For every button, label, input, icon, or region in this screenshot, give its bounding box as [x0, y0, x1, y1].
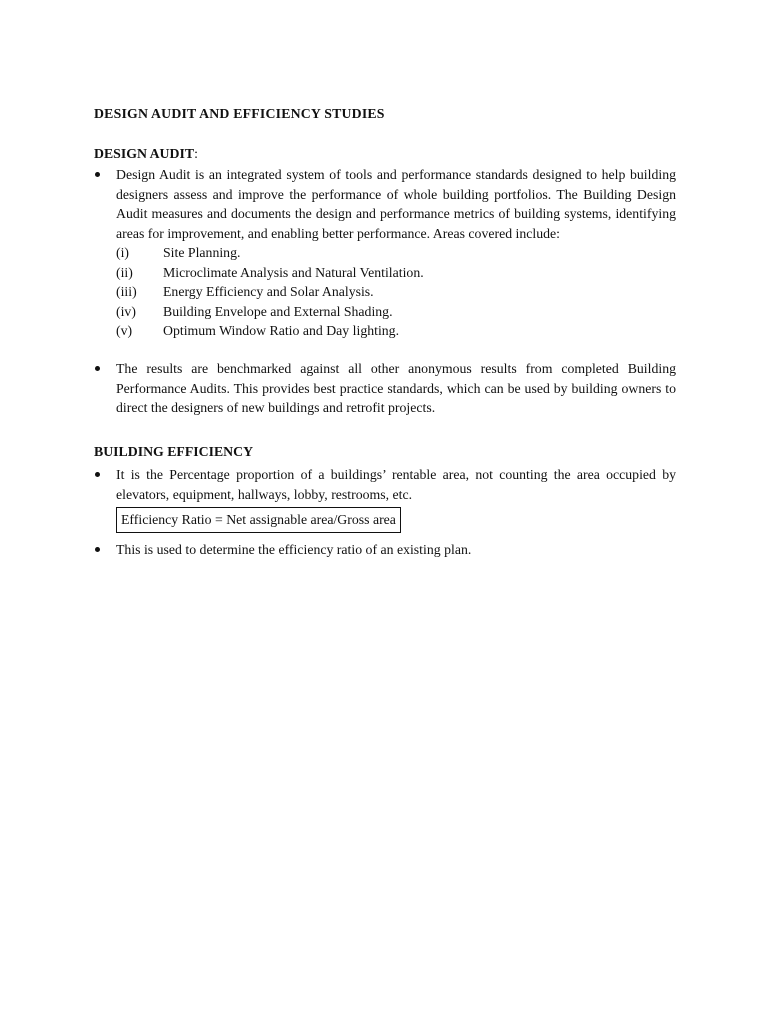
list-item-number: (v) [116, 323, 133, 338]
list-item-text: Site Planning. [163, 245, 241, 260]
list-item-number: (iii) [116, 284, 137, 299]
design-audit-heading-colon: : [194, 146, 198, 161]
building-efficiency-heading: BUILDING EFFICIENCY [94, 444, 254, 459]
areas-covered-list [116, 243, 676, 341]
building-efficiency-bullet-2-text: This is used to determine the efficiency ratio of an existing plan. [116, 542, 472, 557]
list-item-number: (iv) [116, 303, 136, 319]
building-efficiency-bullet-1-text: It is the Percentage proportion of a buildings’ rentable area, not counting the area occupied by elevators, equipment, hallways, lobby, restrooms, etc. [116, 467, 676, 502]
list-item-number: (i) [116, 245, 130, 260]
design-audit-heading-text: DESIGN AUDIT [94, 146, 195, 161]
list-item [116, 321, 676, 341]
building-efficiency-bullet-1 [94, 465, 676, 504]
list-item-text: Optimum Window Ratio and Day lighting. [163, 323, 400, 338]
list-item [116, 263, 676, 283]
list-item [116, 282, 676, 302]
efficiency-ratio-formula-box: Efficiency Ratio = Net assignable area/Gross area [116, 507, 401, 533]
design-audit-heading [94, 146, 198, 162]
list-item [116, 243, 676, 263]
document-title: DESIGN AUDIT AND EFFICIENCY STUDIES [94, 106, 385, 121]
design-audit-bullet-2-text: The results are benchmarked against all other anonymous results from completed Building Performance Audits. This provides best practice standards, which can be used by building owners to direct the designers of new buildings and retrofit projects. [116, 361, 676, 415]
list-item-text: Microclimate Analysis and Natural Ventilation. [163, 264, 424, 280]
list-item-number: (ii) [116, 264, 133, 280]
building-efficiency-bullet-2 [94, 540, 676, 560]
list-item-text: Energy Efficiency and Solar Analysis. [163, 284, 374, 299]
design-audit-bullet-1 [94, 165, 676, 341]
design-audit-bullet-1-text: Design Audit is an integrated system of tools and performance standards designed to help building designers assess and improve the performance of whole building portfolios. The Building Design Audit measures and documents the design and performance metrics of building systems, identifying areas for improvement, and enabling better performance. Areas covered include: [116, 167, 676, 241]
list-item [116, 302, 676, 322]
list-item-text: Building Envelope and External Shading. [163, 303, 393, 319]
design-audit-bullet-2 [94, 359, 676, 418]
